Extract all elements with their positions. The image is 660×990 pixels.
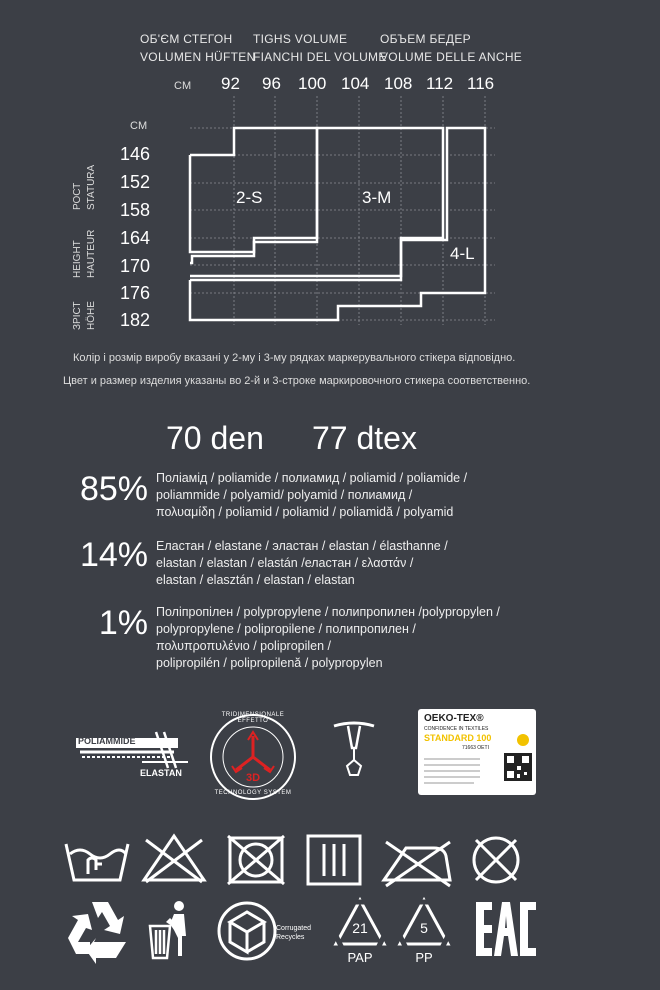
poliammide-label: POLIAMMIDE [78,736,136,746]
composition-line: elastan / elasztán / elastan / elastan [156,573,355,587]
size-3m-region [190,128,443,276]
grid-lines [190,96,495,325]
pp-recycle-icon [394,896,454,966]
column-104: 104 [341,74,370,93]
composition-line: πολυαμίδη / poliamid / poliamid / poliamidă / polyamid [156,505,454,519]
oeko-fineprint-icon [424,755,484,789]
header-line: TIGHS VOLUME [253,32,348,46]
size-label-2s: 2-S [236,188,263,207]
oeko-sub: CONFIDENCE IN TEXTILES [424,726,489,732]
column-92: 92 [221,74,240,93]
oeko-code: 71663 OETI [462,745,489,751]
pp-number: 5 [420,920,428,936]
oeko-tex-badge [418,709,536,795]
tidyman-dispose-icon [146,900,196,962]
composition-elastane [156,538,448,589]
qr-code-icon [504,753,532,781]
pap-number: 21 [352,920,368,936]
row-unit: CM [130,120,148,132]
density-dtex: 77 dtex [312,420,417,456]
no-iron-icon [384,842,450,886]
poliammide-elastan-icon [72,728,192,788]
note-ua: Колір і розмір виробу вказані у 2-му і 3-му рядках маркерувального стікера відповідно. [73,352,516,364]
side-label-zrist: ЗРІСТ [72,301,83,330]
header-line: ОБ'ЄМ СТЕГОН [140,32,233,46]
oeko-standard: STANDARD 100 [424,733,492,743]
elastan-label: ELASTAN [140,768,182,778]
row-170: 170 [119,256,150,276]
density-den: 70 den [166,420,264,456]
composition-line: poliammide / polyamid/ polyamid / полиамид / [156,488,413,502]
eac-mark-icon [474,898,538,960]
composition-polypropylene [156,604,500,672]
size-label-3m: 3-M [362,188,392,207]
hand-wash-icon [66,844,128,880]
composition-line: Еластан / elastane / эластан / elastan / élasthanne / [156,539,448,553]
side-label-height: HEIGHT [72,240,83,278]
column-unit: CM [174,80,192,92]
header-line: VOLUMEN HÜFTEN [140,50,256,64]
row-146: 146 [119,144,150,164]
composition-polyamide [156,470,467,521]
side-label-hauteur: HAUTEUR [86,229,97,278]
column-116: 116 [467,74,495,93]
header-line: FIANCHI DEL VOLUME [253,50,387,64]
header-line: ОБЪЕМ БЕДЕР [380,32,471,46]
row-152: 152 [119,172,150,192]
tridim-3d-label: 3D [245,772,261,784]
corrugated-label: Corrugated Recycles [276,925,312,941]
tridim-bottom-label: TECHNOLOGY SYSTEM [214,790,292,796]
oeko-sun-icon [516,733,530,747]
row-176: 176 [119,283,150,303]
row-182: 182 [119,310,150,330]
composition-line: polypropylene / polipropilene / полипропилен / [156,622,416,636]
no-dry-clean-icon [474,838,518,882]
tights-fit-icon [330,718,378,784]
column-112: 112 [426,74,454,93]
composition-pct-elastane: 14% [79,536,148,574]
row-164: 164 [119,228,150,248]
corrugated-recycles-icon [216,900,316,962]
header-line: VOLUME DELLE ANCHE [380,50,523,64]
recycle-icon [64,898,134,964]
column-108: 108 [384,74,413,93]
oeko-title: OEKO-TEX® [424,713,484,724]
column-96: 96 [262,74,281,93]
side-label-hohe: HÖHE [86,301,97,330]
composition-pct-polyamide: 85% [79,470,148,508]
care-symbols [62,830,602,892]
pap-recycle-icon [330,896,390,966]
side-label-rost: РОСТ [72,182,83,210]
pp-label: PP [415,950,433,965]
composition-line: elastan / elastan / elastán /еластан / ελαστάν / [156,556,414,570]
size-label-4l: 4-L [450,244,475,263]
column-100: 100 [298,74,327,93]
no-tumble-dry-icon [228,836,284,884]
side-label-statura: STATURA [86,164,97,210]
composition-line: πολυπροπυλένιο / polipropilen / [156,639,332,653]
line-dry-icon [308,836,360,884]
composition-line: polipropilén / polipropilenă / polypropylen [156,656,383,670]
tridimensional-3d-icon [206,710,300,804]
composition-pct-polypropylene: 1% [98,604,148,642]
tridim-top-label: TRIDIMENSIONALE EFFETTO [221,712,285,724]
composition-line: Поліамід / poliamide / полиамид / poliamid / poliamide / [156,471,468,485]
size-grid [0,0,660,340]
note-ru: Цвет и размер изделия указаны во 2-й и 3-строке маркировочного стикера соответственно. [63,375,531,387]
pap-label: PAP [347,950,373,965]
composition-line: Поліпропілен / polypropylene / полипропилен /polypropylen / [156,605,500,619]
row-158: 158 [119,200,150,220]
no-bleach-icon [144,836,204,882]
